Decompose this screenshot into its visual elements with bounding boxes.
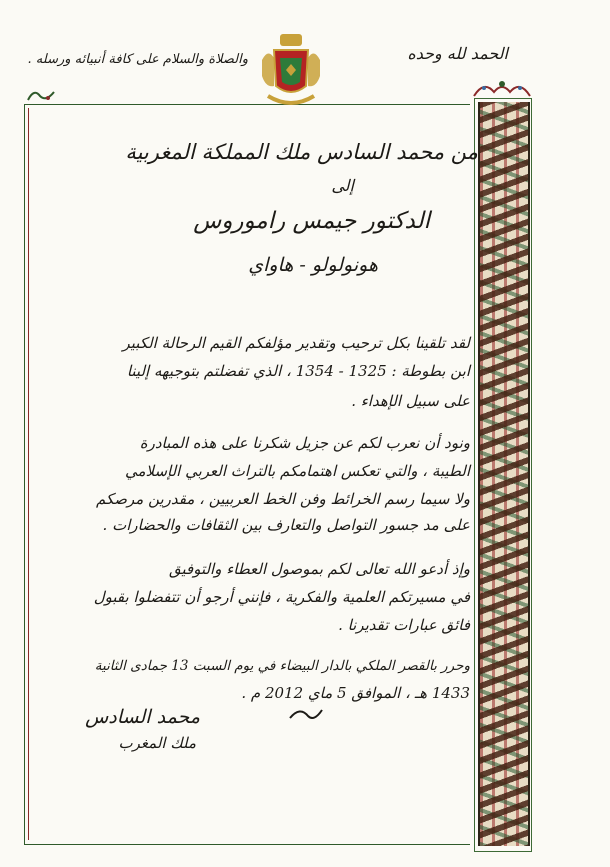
body-line: وإذ أدعو الله تعالى لكم بموصول العطاء والتوفيق [169, 560, 470, 578]
signature-name: محمد السادس [85, 706, 200, 728]
flourish-icon [286, 702, 326, 724]
body-line: الطيبة ، والتي تعكس اهتمامكم بالتراث العربي الإسلامي [124, 462, 470, 480]
frame-left-inner-line [28, 108, 29, 840]
signature-title: ملك المغرب [118, 734, 196, 752]
moroccan-coat-of-arms-icon [258, 30, 324, 112]
frame-bottom-line [24, 844, 470, 845]
recipient-location: هونولولو - هاواي [248, 254, 378, 276]
body-line: لقد تلقينا بكل ترحيب وتقدير مؤلفكم القيم الرحالة الكبير [122, 334, 470, 352]
body-line: في مسيرتكم العلمية والفكرية ، فإنني أرجو أن تتفضلوا بقبول [93, 588, 470, 606]
frame-left-line [24, 104, 25, 844]
sender-line: من محمد السادس ملك المملكة المغربية [125, 140, 478, 164]
to-word: إلى [331, 176, 354, 195]
body-line: ابن بطوطة : 1325 - 1354 ، الذي تفضلتم بتوجيهه إلينا [126, 362, 470, 380]
opening-invocation: الحمد لله وحده [407, 44, 508, 63]
date-line: وحرر بالقصر الملكي بالدار البيضاء في يوم السبت 13 جمادى الثانية [94, 658, 470, 674]
floral-ornament-icon [470, 78, 534, 100]
ornamental-border-icon [478, 102, 530, 846]
body-line: فائق عبارات تقديرنا . [338, 616, 470, 634]
body-line: ونود أن نعرب لكم عن جزيل شكرنا على هذه المبادرة [139, 434, 470, 452]
corner-ornament-icon [26, 86, 56, 104]
frame-top-line [24, 104, 470, 105]
recipient-name: الدكتور جيمس راموروس [193, 208, 430, 234]
body-line: على مد جسور التواصل والتعارف بين الثقافات والحضارات . [102, 516, 470, 534]
date-line: 1433 هـ ، الموافق 5 ماي 2012 م . [241, 684, 470, 702]
body-line: على سبيل الإهداء . [351, 392, 470, 410]
body-line: ولا سيما رسم الخرائط وفن الخط العربيين ، مقدرين مرصكم [96, 490, 470, 508]
opening-salutation: والصلاة والسلام على كافة أنبيائه ورسله . [27, 52, 248, 67]
